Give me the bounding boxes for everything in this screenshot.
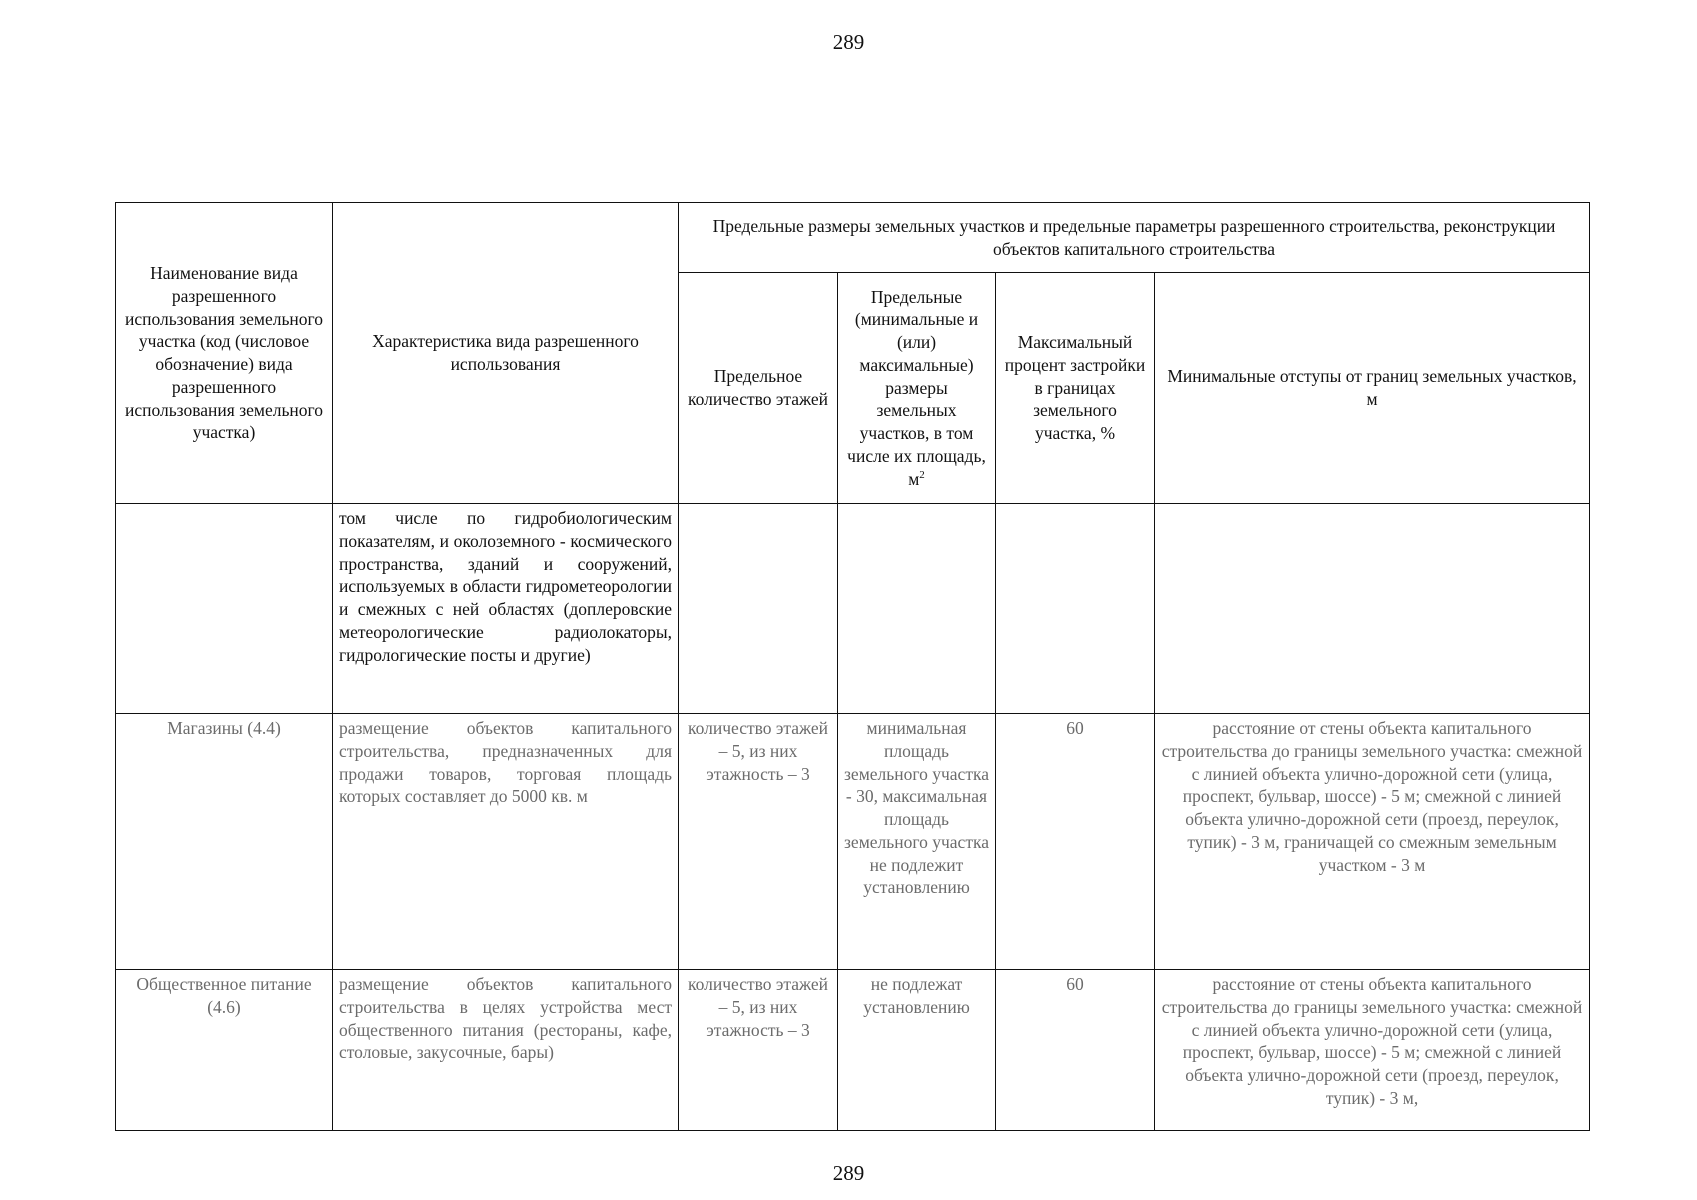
cell-plot-size: не подлежат установлению — [838, 970, 996, 1131]
page-number-top: 289 — [832, 30, 865, 54]
cell-floors — [679, 504, 838, 714]
cell-setbacks: расстояние от стены объекта капитального строительства до границы земельного участка: смежной с линией объекта улично-дорожной сети (улица, проспект, бульвар, шоссе) - 5 м; смежной с линией объекта улично-дорожной сети (проезд, переулок, тупик) - 3 м, — [1155, 970, 1590, 1131]
cell-description: том числе по гидробиологическим показателям, и околоземного - космического пространства, зданий и сооружений, используемых в области гидрометеорологии и смежных с ней областях (доплеровские метеорологические радиолокаторы, гидрологические посты и другие) — [333, 504, 679, 714]
header-col-plot-size — [838, 273, 996, 504]
cell-plot-size — [838, 504, 996, 714]
cell-use-name: Магазины (4.4) — [116, 714, 333, 970]
header-col-description: Характеристика вида разрешенного использования — [333, 203, 679, 504]
header-col-use-type: Наименование вида разрешенного использования земельного участка (код (числовое обозначение) вида разрешенного использования земельного участка) — [116, 203, 333, 504]
cell-coverage — [996, 504, 1155, 714]
cell-use-name: Общественное питание (4.6) — [116, 970, 333, 1131]
table-row — [116, 504, 1590, 714]
cell-coverage: 60 — [996, 970, 1155, 1131]
cell-coverage: 60 — [996, 714, 1155, 970]
header-col-plot-size-text: Предельные (минимальные и (или) максимальные) размеры земельных участков, в том числе их площадь, м — [847, 286, 986, 489]
page-number-bottom: 289 — [832, 1161, 865, 1185]
header-superscript: 2 — [919, 468, 925, 481]
cell-setbacks — [1155, 504, 1590, 714]
header-group-limits: Предельные размеры земельных участков и предельные параметры разрешенного строительства, реконструкции объектов капитального строительства — [679, 203, 1590, 273]
cell-description: размещение объектов капитального строительства, предназначенных для продажи товаров, торговая площадь которых составляет до 5000 кв. м — [333, 714, 679, 970]
cell-plot-size: минимальная площадь земельного участка - 30, максимальная площадь земельного участка не подлежит установлению — [838, 714, 996, 970]
header-row-1 — [116, 203, 1590, 273]
cell-floors: количество этажей – 5, из них этажность – 3 — [679, 714, 838, 970]
header-col-coverage: Максимальный процент застройки в границах земельного участка, % — [996, 273, 1155, 504]
cell-use-name — [116, 504, 333, 714]
header-col-floors: Предельное количество этажей — [679, 273, 838, 504]
header-col-setbacks: Минимальные отступы от границ земельных участков, м — [1155, 273, 1590, 504]
cell-floors: количество этажей – 5, из них этажность – 3 — [679, 970, 838, 1131]
cell-setbacks: расстояние от стены объекта капитального строительства до границы земельного участка: смежной с линией объекта улично-дорожной сети (улица, проспект, бульвар, шоссе) - 5 м; смежной с линией объекта улично-дорожной сети (проезд, переулок, тупик) - 3 м, граничащей со смежным земельным участком - 3 м — [1155, 714, 1590, 970]
cell-description: размещение объектов капитального строительства в целях устройства мест общественного питания (рестораны, кафе, столовые, закусочные, бары) — [333, 970, 679, 1131]
regulations-table — [115, 202, 1590, 1131]
table-row — [116, 714, 1590, 970]
table-row — [116, 970, 1590, 1131]
